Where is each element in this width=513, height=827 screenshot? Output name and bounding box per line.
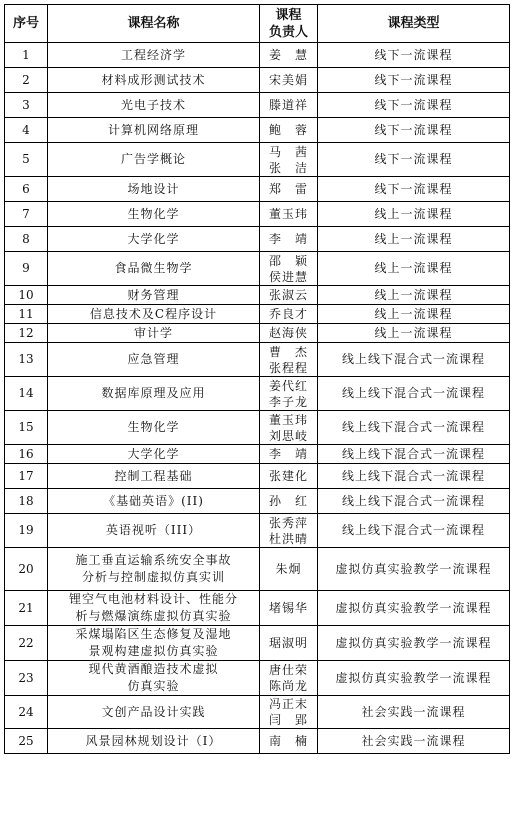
course-name-line: 数据库原理及应用 bbox=[101, 386, 206, 400]
cell-no: 21 bbox=[5, 591, 48, 626]
course-name-line: 生物化学 bbox=[127, 206, 180, 221]
cell-course-type: 线上线下混合式一流课程 bbox=[318, 489, 510, 514]
cell-course-type: 线上线下混合式一流课程 bbox=[318, 343, 510, 377]
cell-no: 15 bbox=[5, 411, 48, 445]
cell-course-name bbox=[48, 202, 260, 227]
lead-name-line: 赵海侠 bbox=[268, 326, 308, 340]
cell-course-type: 线下一流课程 bbox=[318, 143, 510, 177]
cell-course-name bbox=[48, 661, 260, 696]
cell-lead bbox=[260, 118, 318, 143]
cell-course-type: 虚拟仿真实验教学一流课程 bbox=[318, 548, 510, 591]
header-lead-line2: 负责人 bbox=[268, 24, 308, 40]
table-row bbox=[5, 43, 510, 68]
cell-course-name bbox=[48, 177, 260, 202]
cell-no: 7 bbox=[5, 202, 48, 227]
lead-name-line: 孙 红 bbox=[268, 494, 308, 508]
cell-course-type: 线上一流课程 bbox=[318, 252, 510, 286]
cell-course-type: 线下一流课程 bbox=[318, 177, 510, 202]
cell-no: 5 bbox=[5, 143, 48, 177]
cell-lead bbox=[260, 729, 318, 754]
cell-lead bbox=[260, 489, 318, 514]
cell-no: 22 bbox=[5, 626, 48, 661]
table-row bbox=[5, 729, 510, 754]
cell-lead bbox=[260, 252, 318, 286]
cell-course-type: 线上线下混合式一流课程 bbox=[318, 377, 510, 411]
cell-course-type: 线下一流课程 bbox=[318, 43, 510, 68]
lead-name-line: 唐仕荣 bbox=[268, 663, 308, 677]
table-row bbox=[5, 464, 510, 489]
cell-no: 13 bbox=[5, 343, 48, 377]
cell-lead bbox=[260, 464, 318, 489]
table-row bbox=[5, 227, 510, 252]
table-row bbox=[5, 202, 510, 227]
cell-course-type: 线上线下混合式一流课程 bbox=[318, 514, 510, 548]
course-name-line: 析与燃爆演练虚拟仿真实验 bbox=[75, 609, 232, 623]
cell-lead bbox=[260, 377, 318, 411]
cell-course-type: 线上线下混合式一流课程 bbox=[318, 445, 510, 464]
table-row bbox=[5, 143, 510, 177]
course-name-line: 计算机网络原理 bbox=[107, 122, 199, 137]
course-name-line: 英语视听（III） bbox=[105, 523, 202, 537]
course-name-line: 信息技术及C程序设计 bbox=[89, 306, 218, 321]
cell-course-name bbox=[48, 445, 260, 464]
cell-lead bbox=[260, 68, 318, 93]
cell-course-type: 社会实践一流课程 bbox=[318, 729, 510, 754]
lead-name-line: 宋美娟 bbox=[268, 73, 308, 87]
cell-no: 9 bbox=[5, 252, 48, 286]
cell-lead bbox=[260, 93, 318, 118]
cell-course-name bbox=[48, 227, 260, 252]
course-name-line: 财务管理 bbox=[127, 287, 180, 302]
cell-lead bbox=[260, 445, 318, 464]
lead-name-line: 冯正末 bbox=[268, 697, 308, 711]
lead-name-line: 张 洁 bbox=[268, 160, 308, 175]
header-no: 序号 bbox=[5, 5, 48, 43]
course-name-line: 仿真实验 bbox=[127, 679, 180, 693]
cell-course-name bbox=[48, 696, 260, 729]
course-name-line: 《基础英语》(II) bbox=[103, 493, 204, 508]
table-row bbox=[5, 324, 510, 343]
course-name-line: 采煤塌陷区生态修复及湿地 bbox=[75, 627, 232, 641]
header-lead-line1: 课程 bbox=[275, 7, 302, 23]
lead-name-line: 陈尚龙 bbox=[268, 679, 308, 693]
course-name-line: 场地设计 bbox=[127, 181, 180, 196]
cell-lead bbox=[260, 661, 318, 696]
lead-name-line: 闫 郢 bbox=[268, 713, 308, 727]
cell-course-name bbox=[48, 548, 260, 591]
lead-name-line: 侯进慧 bbox=[268, 269, 308, 284]
table-row bbox=[5, 377, 510, 411]
cell-course-name bbox=[48, 43, 260, 68]
course-name-line: 食品微生物学 bbox=[114, 261, 193, 275]
cell-course-name bbox=[48, 377, 260, 411]
course-name-line: 控制工程基础 bbox=[114, 468, 193, 483]
cell-no: 23 bbox=[5, 661, 48, 696]
course-name-line: 审计学 bbox=[133, 325, 173, 340]
cell-course-type: 线上一流课程 bbox=[318, 227, 510, 252]
lead-name-line: 姜代红 bbox=[268, 378, 308, 393]
lead-name-line: 乔良才 bbox=[268, 307, 308, 321]
course-table bbox=[4, 4, 510, 754]
cell-lead bbox=[260, 202, 318, 227]
cell-no: 16 bbox=[5, 445, 48, 464]
table-row bbox=[5, 548, 510, 591]
table-row bbox=[5, 489, 510, 514]
cell-course-name bbox=[48, 489, 260, 514]
lead-name-line: 邵 颖 bbox=[268, 253, 308, 268]
table-row bbox=[5, 411, 510, 445]
cell-no: 3 bbox=[5, 93, 48, 118]
lead-name-line: 刘思岐 bbox=[268, 428, 308, 443]
lead-name-line: 南 楠 bbox=[268, 734, 308, 748]
lead-name-line: 郑 雷 bbox=[268, 182, 308, 196]
course-name-line: 广告学概论 bbox=[120, 152, 186, 166]
table-body bbox=[5, 43, 510, 754]
lead-name-line: 鲍 蓉 bbox=[268, 123, 308, 137]
cell-course-name bbox=[48, 305, 260, 324]
cell-course-type: 虚拟仿真实验教学一流课程 bbox=[318, 626, 510, 661]
header-course-name: 课程名称 bbox=[48, 5, 260, 43]
table-row bbox=[5, 118, 510, 143]
table-row bbox=[5, 305, 510, 324]
cell-course-type: 线下一流课程 bbox=[318, 68, 510, 93]
cell-course-name bbox=[48, 118, 260, 143]
course-name-line: 分析与控制虚拟仿真实训 bbox=[81, 570, 225, 584]
lead-name-line: 张程程 bbox=[268, 360, 308, 375]
lead-name-line: 曹 杰 bbox=[268, 344, 308, 359]
lead-name-line: 董玉玮 bbox=[268, 412, 308, 427]
cell-course-type: 虚拟仿真实验教学一流课程 bbox=[318, 591, 510, 626]
cell-no: 10 bbox=[5, 286, 48, 305]
course-name-line: 材料成形测试技术 bbox=[101, 72, 206, 87]
cell-course-name bbox=[48, 591, 260, 626]
cell-lead bbox=[260, 324, 318, 343]
cell-course-type: 线上一流课程 bbox=[318, 202, 510, 227]
cell-course-name bbox=[48, 464, 260, 489]
cell-course-name bbox=[48, 729, 260, 754]
cell-lead bbox=[260, 43, 318, 68]
lead-name-line: 马 茜 bbox=[268, 144, 308, 159]
table-row bbox=[5, 177, 510, 202]
cell-course-type: 线上一流课程 bbox=[318, 286, 510, 305]
lead-name-line: 姜 慧 bbox=[268, 48, 308, 62]
cell-course-name bbox=[48, 286, 260, 305]
course-name-line: 文创产品设计实践 bbox=[101, 704, 206, 719]
table-row bbox=[5, 252, 510, 286]
course-name-line: 风景园林规划设计（Ⅰ） bbox=[85, 733, 222, 748]
table-row bbox=[5, 68, 510, 93]
cell-course-name bbox=[48, 324, 260, 343]
lead-name-line: 张建化 bbox=[268, 469, 308, 483]
cell-no: 11 bbox=[5, 305, 48, 324]
course-name-line: 大学化学 bbox=[127, 446, 180, 461]
lead-name-line: 李子龙 bbox=[268, 394, 308, 409]
lead-name-line: 张秀萍 bbox=[268, 515, 308, 530]
cell-course-type: 线上线下混合式一流课程 bbox=[318, 411, 510, 445]
cell-course-name bbox=[48, 93, 260, 118]
cell-no: 12 bbox=[5, 324, 48, 343]
cell-course-type: 线上一流课程 bbox=[318, 324, 510, 343]
cell-course-type: 社会实践一流课程 bbox=[318, 696, 510, 729]
lead-name-line: 琚淑明 bbox=[268, 636, 308, 650]
table-row bbox=[5, 93, 510, 118]
cell-lead bbox=[260, 696, 318, 729]
cell-lead bbox=[260, 227, 318, 252]
course-name-line: 现代黄酒酿造技术虚拟 bbox=[88, 662, 219, 676]
cell-no: 17 bbox=[5, 464, 48, 489]
cell-course-type: 线下一流课程 bbox=[318, 118, 510, 143]
lead-name-line: 堵锡华 bbox=[268, 601, 308, 615]
header-lead bbox=[260, 5, 318, 43]
cell-course-name bbox=[48, 68, 260, 93]
cell-no: 1 bbox=[5, 43, 48, 68]
cell-no: 19 bbox=[5, 514, 48, 548]
cell-lead bbox=[260, 514, 318, 548]
cell-course-type: 线下一流课程 bbox=[318, 93, 510, 118]
lead-name-line: 滕道祥 bbox=[268, 98, 308, 112]
cell-lead bbox=[260, 411, 318, 445]
cell-lead bbox=[260, 286, 318, 305]
cell-no: 14 bbox=[5, 377, 48, 411]
table-row bbox=[5, 514, 510, 548]
lead-name-line: 李 靖 bbox=[268, 232, 308, 246]
table-row bbox=[5, 343, 510, 377]
cell-no: 6 bbox=[5, 177, 48, 202]
cell-lead bbox=[260, 591, 318, 626]
lead-name-line: 李 靖 bbox=[268, 447, 308, 461]
table-row bbox=[5, 286, 510, 305]
cell-course-name bbox=[48, 143, 260, 177]
lead-name-line: 杜洪晴 bbox=[268, 531, 308, 546]
cell-course-name bbox=[48, 411, 260, 445]
cell-lead bbox=[260, 177, 318, 202]
course-name-line: 施工垂直运输系统安全事故 bbox=[75, 553, 232, 567]
table-row bbox=[5, 696, 510, 729]
course-name-line: 应急管理 bbox=[127, 352, 180, 366]
table-row bbox=[5, 661, 510, 696]
cell-no: 2 bbox=[5, 68, 48, 93]
table-row bbox=[5, 445, 510, 464]
cell-lead bbox=[260, 143, 318, 177]
course-name-line: 生物化学 bbox=[127, 420, 180, 434]
lead-name-line: 董玉玮 bbox=[268, 207, 308, 221]
header-row bbox=[5, 5, 510, 43]
course-name-line: 大学化学 bbox=[127, 231, 180, 246]
cell-course-type: 虚拟仿真实验教学一流课程 bbox=[318, 661, 510, 696]
cell-no: 20 bbox=[5, 548, 48, 591]
cell-course-name bbox=[48, 343, 260, 377]
cell-lead bbox=[260, 343, 318, 377]
cell-course-name bbox=[48, 514, 260, 548]
table-row bbox=[5, 626, 510, 661]
cell-course-name bbox=[48, 626, 260, 661]
course-name-line: 工程经济学 bbox=[120, 47, 186, 62]
cell-no: 25 bbox=[5, 729, 48, 754]
cell-lead bbox=[260, 548, 318, 591]
cell-no: 4 bbox=[5, 118, 48, 143]
cell-no: 18 bbox=[5, 489, 48, 514]
course-name-line: 景观构建虚拟仿真实验 bbox=[88, 644, 219, 658]
course-name-line: 锂空气电池材料设计、性能分 bbox=[68, 592, 238, 606]
cell-course-type: 线上一流课程 bbox=[318, 305, 510, 324]
cell-no: 24 bbox=[5, 696, 48, 729]
cell-course-name bbox=[48, 252, 260, 286]
cell-lead bbox=[260, 305, 318, 324]
cell-lead bbox=[260, 626, 318, 661]
lead-name-line: 朱炯 bbox=[275, 562, 302, 576]
cell-course-type: 线上线下混合式一流课程 bbox=[318, 464, 510, 489]
table-row bbox=[5, 591, 510, 626]
course-name-line: 光电子技术 bbox=[120, 97, 186, 112]
lead-name-line: 张淑云 bbox=[268, 288, 308, 302]
cell-no: 8 bbox=[5, 227, 48, 252]
header-course-type: 课程类型 bbox=[318, 5, 510, 43]
